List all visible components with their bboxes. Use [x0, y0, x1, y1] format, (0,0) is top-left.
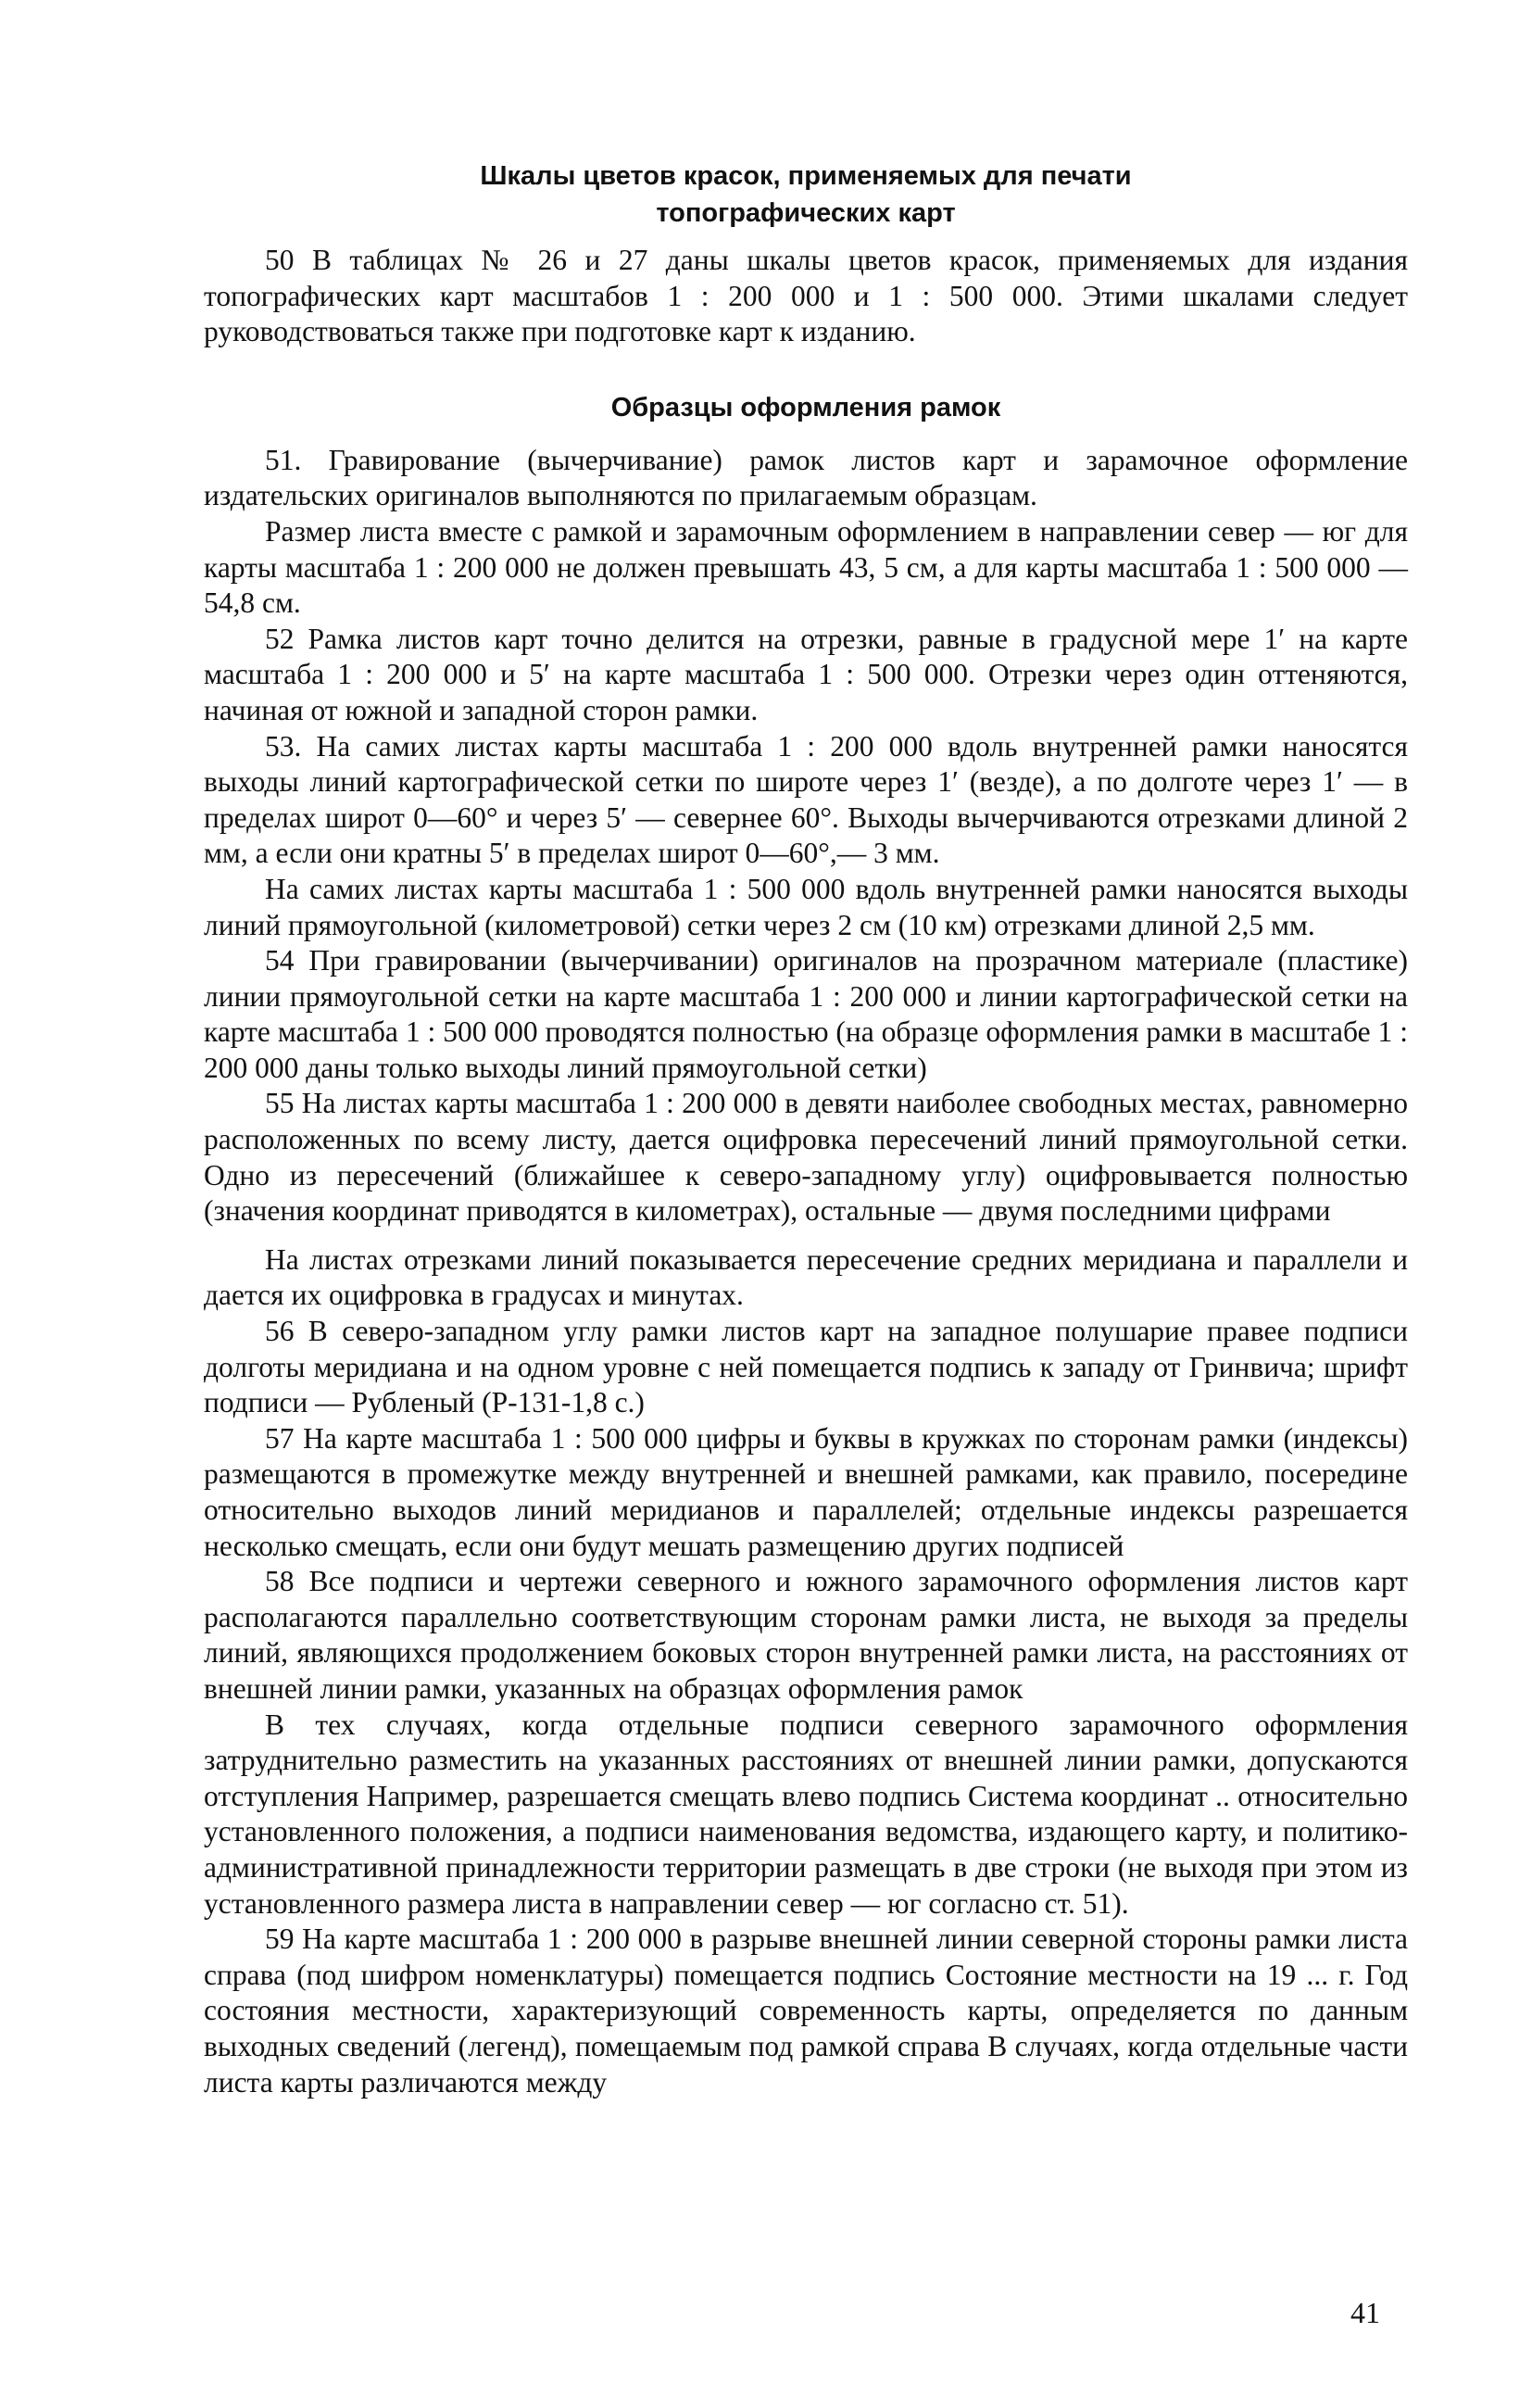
paragraph-54: 54 При гравировании (вычерчивании) оригиналов на прозрачном материале (пластике) линии прямоугольной сетки на карте масштаба 1 : 200 000 и линии картографической сетки на карте масштаба 1 : 500 000 проводятся полностью (на образце оформления рамки в масштабе 1 : 200 000 даны только выходы линий прямоугольной сетки): [204, 944, 1408, 1084]
paragraph-59: 59 На карте масштаба 1 : 200 000 в разрыве внешней линии северной стороны рамки листа справа (под шифром номенклатуры) помещается подпись Состояние местности на 19 ... г. Год состояния местности, характеризующий современность карты, определяется по данным выходных сведений (легенд), помещаемым под рамкой справа В случаях, когда отдельные части листа карты различаются между: [204, 1923, 1408, 2099]
document-page: [204, 158, 1408, 2100]
section-heading-frame-samples: Образцы оформления рамок: [610, 392, 1001, 422]
paragraph-52: 52 Рамка листов карт точно делится на отрезки, равные в градусной мере 1′ на карте масштаба 1 : 200 000 и 5′ на карте масштаба 1 : 500 000. Отрезки через один оттеняются, начиная от южной и западной сторон рамки.: [204, 622, 1408, 726]
page-number: 41: [1350, 2296, 1380, 2329]
paragraph-57: 57 На карте масштаба 1 : 500 000 цифры и буквы в кружках по сторонам рамки (индексы) размещаются в промежутке между внутренней и внешней рамками, как правило, посередине относительно выходов линий меридианов и параллелей; отдельные индексы разрешается несколько смещать, если они будут мешать размещению других подписей: [204, 1421, 1408, 1562]
paragraph-55: 55 На листах карты масштаба 1 : 200 000 в девяти наиболее свободных местах, равномерно расположенных по всему листу, дается оцифровка пересечений линий прямоугольной сетки. Одно из пересечений (ближайшее к северо-западному углу) оцифровывается полностью (значения координат приводятся в километрах), остальные — двумя последними цифрами: [204, 1087, 1408, 1228]
section-heading-color-scales: [204, 158, 1408, 232]
paragraph-53: 53. На самих листах карты масштаба 1 : 200 000 вдоль внутренней рамки наносятся выходы линий картографической сетки по широте через 1′ (везде), а по долготе через 1′ — в пределах широт 0—60° и через 5′ — севернее 60°. Выходы вычерчиваются отрезками длиной 2 мм, а если они кратны 5′ в пределах широт 0—60°,— 3 мм.: [204, 729, 1408, 870]
heading-line-2: топографических карт: [656, 198, 956, 228]
paragraph-53-km-grid: На самих листах карты масштаба 1 : 500 000 вдоль внутренней рамки наносятся выходы линий прямоугольной (километровой) сетки через 2 см (10 км) отрезками длиной 2,5 мм.: [204, 872, 1408, 941]
paragraph-51-size: Размер листа вместе с рамкой и зарамочным оформлением в направлении север — юг для карты масштаба 1 : 200 000 не должен превышать 43, 5 см, а для карты масштаба 1 : 500 000 — 54,8 см.: [204, 514, 1408, 620]
paragraph-58: 58 Все подписи и чертежи северного и южного зарамочного оформления листов карт располагаются параллельно соответствующим сторонам рамки листа, не выходя за пределы линий, являющихся продолжением боковых сторон внутренней рамки листа, на расстояниях от внешней линии рамки, указанных на образцах оформления рамок: [204, 1565, 1408, 1705]
paragraph-50: 50 В таблицах № 26 и 27 даны шкалы цветов красок, применяемых для издания топографических карт масштабов 1 : 200 000 и 1 : 500 000. Этими шкалами следует руководствоваться также при подготовке карт к изданию.: [204, 244, 1408, 348]
paragraph-55-meridian: На листах отрезками линий показывается пересечение средних меридиана и параллели и дается их оцифровка в градусах и минутах.: [204, 1242, 1408, 1312]
heading-line-1: Шкалы цветов красок, применяемых для печати: [480, 161, 1132, 191]
paragraph-56: 56 В северо-западном углу рамки листов карт на западное полушарие правее подписи долготы меридиана и на одном уровне с ней помещается подпись к западу от Гринвича; шрифт подписи — Рубленый (Р-131-1,8 с.): [204, 1315, 1408, 1419]
paragraph-58-exceptions: В тех случаях, когда отдельные подписи северного зарамочного оформления затруднительно разместить на указанных расстояниях от внешней линии рамки, допускаются отступления Например, разрешается смещать влево подпись Система координат .. относительно установленного положения, а подписи наименования ведомства, издающего карту, и политико-административной принадлежности территории размещать в две строки (не выходя при этом из установленного размера листа в направлении север — юг согласно ст. 51).: [204, 1708, 1408, 1920]
paragraph-51: 51. Гравирование (вычерчивание) рамок листов карт и зарамочное оформление издательских оригиналов выполняются по прилагаемым образцам.: [204, 443, 1408, 512]
